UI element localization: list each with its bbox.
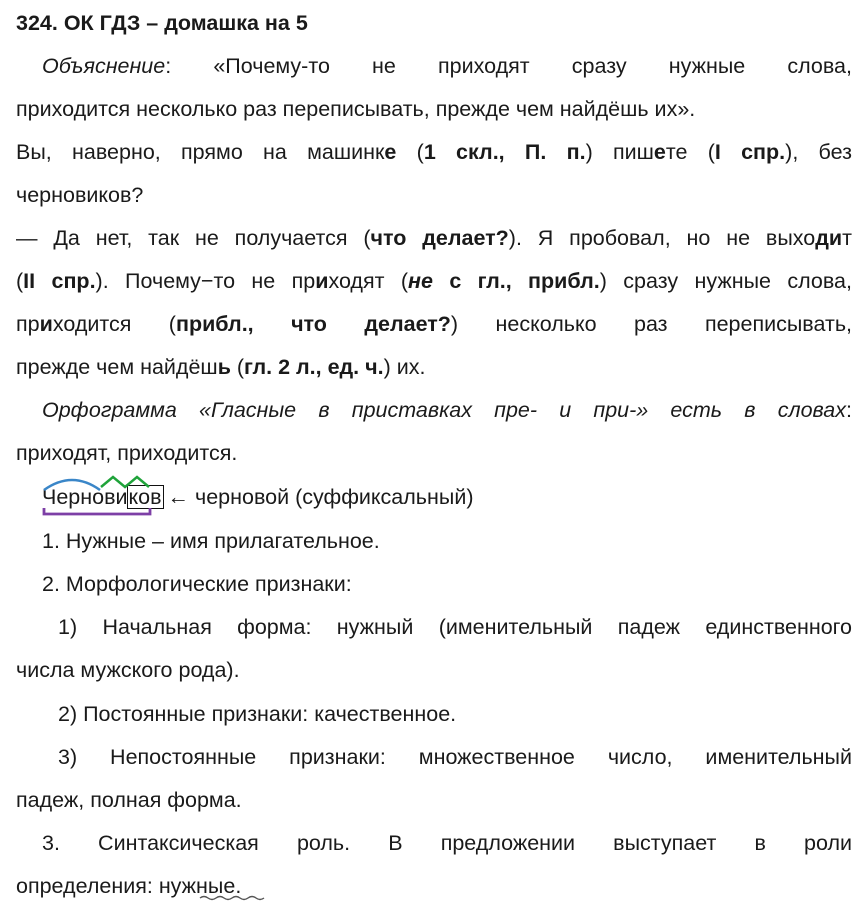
text-run: — Да нет, так не получается ( [16, 226, 371, 250]
dialog-line-2: черновиков? [16, 183, 144, 207]
grammar-note: прибл., что делает? [175, 312, 451, 336]
highlight-letter: е [653, 140, 666, 164]
dialog-line-6 [16, 354, 852, 380]
text-run: ) их. [383, 355, 426, 379]
highlight-letter: е [384, 140, 397, 164]
text-run: : [846, 398, 852, 422]
highlight-letter: ди [815, 226, 843, 250]
orthogram-words: приходят, приходится. [16, 441, 238, 465]
analysis-point-2-2: 2) Постоянные признаки: качественное. [58, 702, 457, 726]
grammar-note: гл. 2 л., ед. ч. [244, 355, 384, 379]
text-run: ) сразу нужные слова, [599, 269, 852, 293]
page-title: 324. ОК ГДЗ – домашка на 5 [16, 11, 308, 35]
highlight-letter: ь [217, 355, 231, 379]
text-run: те ( [665, 140, 715, 164]
grammar-note-italic: не [408, 269, 433, 293]
morpheme-ending-box: ков [128, 485, 162, 509]
explanation-line-2: приходится несколько раз переписывать, прежде чем найдёшь их». [16, 97, 696, 121]
text-run: . [235, 874, 242, 898]
dialog-line-3 [16, 225, 852, 251]
analysis-point-2-3b: падеж, полная форма. [16, 788, 242, 812]
analysis-point-1: 1. Нужные – имя прилагательное. [42, 529, 380, 553]
morpheme-line [42, 484, 842, 510]
text-run: ходят ( [328, 269, 408, 293]
text-run: ( [396, 140, 424, 164]
derivation-note: ← черновой (суффиксальный) [167, 485, 474, 509]
analysis-point-2-3a: 3) Непостоянные признаки: множественное число, именительный [58, 745, 852, 769]
dialog-line-4 [16, 268, 852, 294]
text-run: ходится ( [52, 312, 176, 336]
explanation-line-1 [16, 53, 852, 79]
analysis-point-3a: 3. Синтаксическая роль. В предложении выступает в роли [42, 831, 852, 855]
grammar-note: II спр. [23, 269, 96, 293]
highlight-letter: и [39, 312, 53, 336]
analysis-point-2-1a: 1) Начальная форма: нужный (именительный падеж единственного [58, 615, 852, 639]
analysis-point-2: 2. Морфологические признаки: [42, 572, 352, 596]
text-run: ). Почему−то не пр [95, 269, 316, 293]
dialog-line-5 [16, 311, 852, 337]
grammar-note: 1 скл., П. п. [423, 140, 586, 164]
morpheme-stem: Чернови [42, 485, 128, 509]
text-run: ). Я пробовал, но не выхо [508, 226, 816, 250]
orthogram-line-1 [16, 397, 852, 423]
text-run: ) несколько раз переписывать, [450, 312, 852, 336]
text-run: Вы, наверно, прямо на машинк [16, 140, 385, 164]
text-run: пр [16, 312, 40, 336]
text-run: т [842, 226, 852, 250]
explanation-text-1: : «Почему-то не приходят сразу нужные слова, [165, 54, 852, 78]
text-run: ), без [785, 140, 852, 164]
analysis-point-2-1b: числа мужского рода). [16, 658, 240, 682]
analysis-point-3b [16, 873, 852, 899]
orthogram-label: Орфограмма «Гласные в приставках пре- и при-» есть в словах [42, 398, 847, 422]
highlight-letter: и [315, 269, 329, 293]
explanation-label: Объяснение [42, 54, 166, 78]
text-run: ( [230, 355, 245, 379]
text-run: определения: [16, 874, 159, 898]
dialog-line-1 [16, 139, 852, 165]
text-run: ( [16, 269, 24, 293]
text-run: прежде чем найдёш [16, 355, 218, 379]
grammar-note: что делает? [370, 226, 509, 250]
grammar-note: с гл., прибл. [432, 269, 600, 293]
grammar-note: I спр. [714, 140, 786, 164]
text-run: ) пиш [585, 140, 654, 164]
wavy-underlined-word: нужные [158, 874, 236, 898]
